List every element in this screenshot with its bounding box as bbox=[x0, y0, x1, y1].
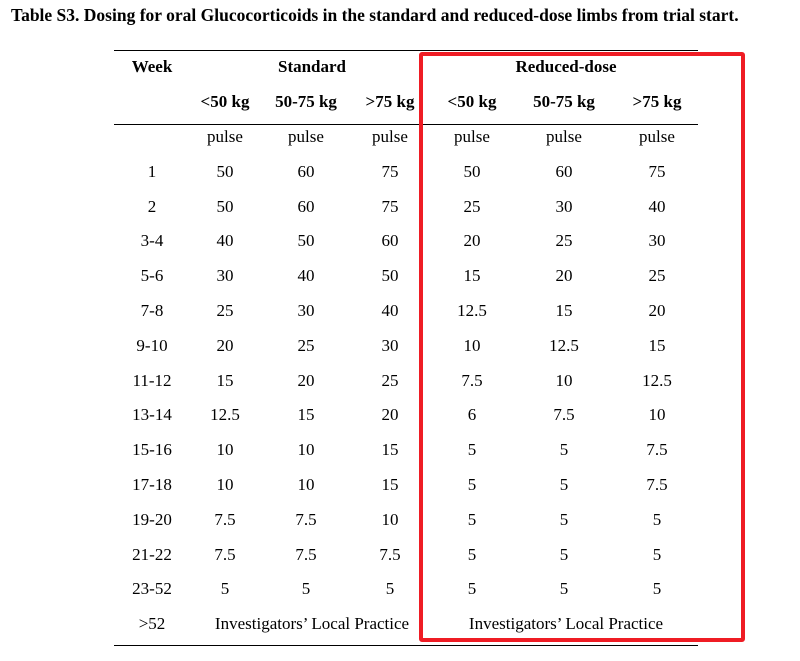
week-cell: 17-18 bbox=[132, 475, 172, 494]
dose-cell: 25 bbox=[555, 231, 573, 251]
dose-cell: 5 bbox=[467, 475, 477, 494]
standard-local-practice-cell: Investigators’ Local Practice bbox=[214, 614, 410, 633]
dose-cell: pulse bbox=[454, 127, 490, 146]
dose-cell: 15 bbox=[297, 405, 315, 425]
dose-cell: 10 bbox=[216, 475, 234, 494]
dose-cell: 5 bbox=[467, 509, 477, 529]
week-cell: 3-4 bbox=[140, 231, 164, 251]
dose-cell: 12.5 bbox=[642, 370, 672, 390]
dose-cell: 10 bbox=[216, 440, 234, 460]
dose-cell: 5 bbox=[559, 579, 569, 599]
dose-cell: 25 bbox=[216, 301, 234, 320]
dose-cell: 25 bbox=[648, 266, 666, 286]
dose-cell: 20 bbox=[648, 301, 666, 320]
dose-cell: 20 bbox=[216, 335, 234, 355]
week-cell: 15-16 bbox=[132, 440, 172, 460]
dose-cell: 7.5 bbox=[214, 544, 236, 564]
dose-cell: 5 bbox=[220, 579, 230, 599]
dose-cell: 50 bbox=[216, 196, 234, 216]
dose-cell: 5 bbox=[467, 544, 477, 564]
dose-cell: 5 bbox=[652, 579, 662, 599]
dose-cell: 7.5 bbox=[646, 475, 668, 494]
weight-header-standard-3: >75 kg bbox=[365, 92, 415, 111]
dose-cell: 20 bbox=[381, 405, 399, 425]
dose-cell: 50 bbox=[381, 266, 399, 286]
dose-cell: 60 bbox=[297, 196, 315, 216]
dose-cell: 15 bbox=[381, 475, 399, 494]
dose-cell: 10 bbox=[381, 509, 399, 529]
dose-cell: 60 bbox=[555, 161, 573, 181]
reduced-dose-highlight-box bbox=[419, 52, 745, 642]
week-cell: 5-6 bbox=[140, 266, 164, 286]
dose-cell: 7.5 bbox=[553, 405, 575, 425]
dose-cell: 50 bbox=[297, 231, 315, 251]
dose-cell: 5 bbox=[559, 544, 569, 564]
dose-cell: 5 bbox=[301, 579, 311, 599]
dose-cell: 75 bbox=[381, 196, 399, 216]
dose-cell: 7.5 bbox=[295, 509, 317, 529]
group-header-reduced-dose: Reduced-dose bbox=[515, 57, 617, 76]
dose-cell: 5 bbox=[652, 544, 662, 564]
dose-cell: 30 bbox=[555, 196, 573, 216]
dose-cell: 50 bbox=[463, 161, 481, 181]
dose-cell: pulse bbox=[639, 127, 675, 146]
dose-cell: 15 bbox=[216, 370, 234, 390]
dose-cell: 7.5 bbox=[646, 440, 668, 460]
dose-cell: 5 bbox=[559, 509, 569, 529]
dose-cell: 7.5 bbox=[295, 544, 317, 564]
dose-cell: 40 bbox=[648, 196, 666, 216]
weight-header-reduced-3: >75 kg bbox=[632, 92, 682, 111]
week-cell: 21-22 bbox=[132, 544, 172, 564]
table-bottom-rule bbox=[114, 645, 698, 646]
dose-cell: 15 bbox=[381, 440, 399, 460]
dose-cell: 6 bbox=[467, 405, 477, 425]
dose-cell: 12.5 bbox=[210, 405, 240, 425]
dose-cell: 20 bbox=[463, 231, 481, 251]
week-cell: 19-20 bbox=[132, 509, 172, 529]
group-header-standard: Standard bbox=[277, 57, 347, 76]
week-cell: 9-10 bbox=[136, 335, 168, 355]
dose-cell: 20 bbox=[297, 370, 315, 390]
dose-cell: 5 bbox=[559, 475, 569, 494]
dose-cell: 75 bbox=[648, 161, 666, 181]
dose-cell: 5 bbox=[385, 579, 395, 599]
dose-cell: 15 bbox=[555, 301, 573, 320]
dose-cell: 50 bbox=[216, 161, 234, 181]
dose-cell: 10 bbox=[297, 440, 315, 460]
week-cell: 13-14 bbox=[132, 405, 172, 425]
dose-cell: 20 bbox=[555, 266, 573, 286]
dose-cell: 7.5 bbox=[461, 370, 483, 390]
dose-cell: 25 bbox=[463, 196, 481, 216]
weight-header-standard-2: 50-75 kg bbox=[275, 92, 337, 111]
dose-cell: pulse bbox=[372, 127, 408, 146]
table-top-rule bbox=[114, 50, 698, 51]
week-cell: 11-12 bbox=[132, 370, 172, 390]
week-cell: 2 bbox=[147, 196, 157, 216]
dose-cell: 15 bbox=[463, 266, 481, 286]
week-cell: 1 bbox=[147, 161, 157, 181]
weight-header-standard-1: <50 kg bbox=[200, 92, 250, 111]
reduced-local-practice-cell: Investigators’ Local Practice bbox=[468, 614, 664, 633]
dose-cell: 60 bbox=[381, 231, 399, 251]
dose-cell: 10 bbox=[648, 405, 666, 425]
week-cell: 23-52 bbox=[132, 579, 172, 599]
dose-cell: pulse bbox=[288, 127, 324, 146]
dose-cell: 7.5 bbox=[214, 509, 236, 529]
column-header-week: Week bbox=[131, 57, 173, 76]
dose-cell: 10 bbox=[555, 370, 573, 390]
dose-cell: 75 bbox=[381, 161, 399, 181]
dose-cell: 5 bbox=[467, 579, 477, 599]
dose-cell: 12.5 bbox=[457, 301, 487, 320]
dose-cell: 10 bbox=[463, 335, 481, 355]
dose-cell: 30 bbox=[216, 266, 234, 286]
dose-cell: pulse bbox=[207, 127, 243, 146]
dose-cell: 30 bbox=[648, 231, 666, 251]
weight-header-reduced-1: <50 kg bbox=[447, 92, 497, 111]
dose-cell: 15 bbox=[648, 335, 666, 355]
dose-cell: 25 bbox=[297, 335, 315, 355]
dose-cell: 5 bbox=[652, 509, 662, 529]
dose-cell: 40 bbox=[216, 231, 234, 251]
dose-cell: 30 bbox=[381, 335, 399, 355]
table-title: Table S3. Dosing for oral Glucocorticoids in the standard and reduced-dose limbs from trial start. bbox=[11, 5, 739, 25]
dose-cell: 40 bbox=[381, 301, 399, 320]
dose-cell: 10 bbox=[297, 475, 315, 494]
dose-cell: 30 bbox=[297, 301, 315, 320]
dose-cell: pulse bbox=[546, 127, 582, 146]
dose-cell: 5 bbox=[467, 440, 477, 460]
week-cell-over-52: >52 bbox=[138, 614, 166, 633]
dose-cell: 25 bbox=[381, 370, 399, 390]
dose-cell: 7.5 bbox=[379, 544, 401, 564]
dose-cell: 40 bbox=[297, 266, 315, 286]
dose-cell: 60 bbox=[297, 161, 315, 181]
dose-cell: 12.5 bbox=[549, 335, 579, 355]
week-cell: 7-8 bbox=[140, 301, 164, 320]
weight-header-reduced-2: 50-75 kg bbox=[533, 92, 595, 111]
dose-cell: 5 bbox=[559, 440, 569, 460]
